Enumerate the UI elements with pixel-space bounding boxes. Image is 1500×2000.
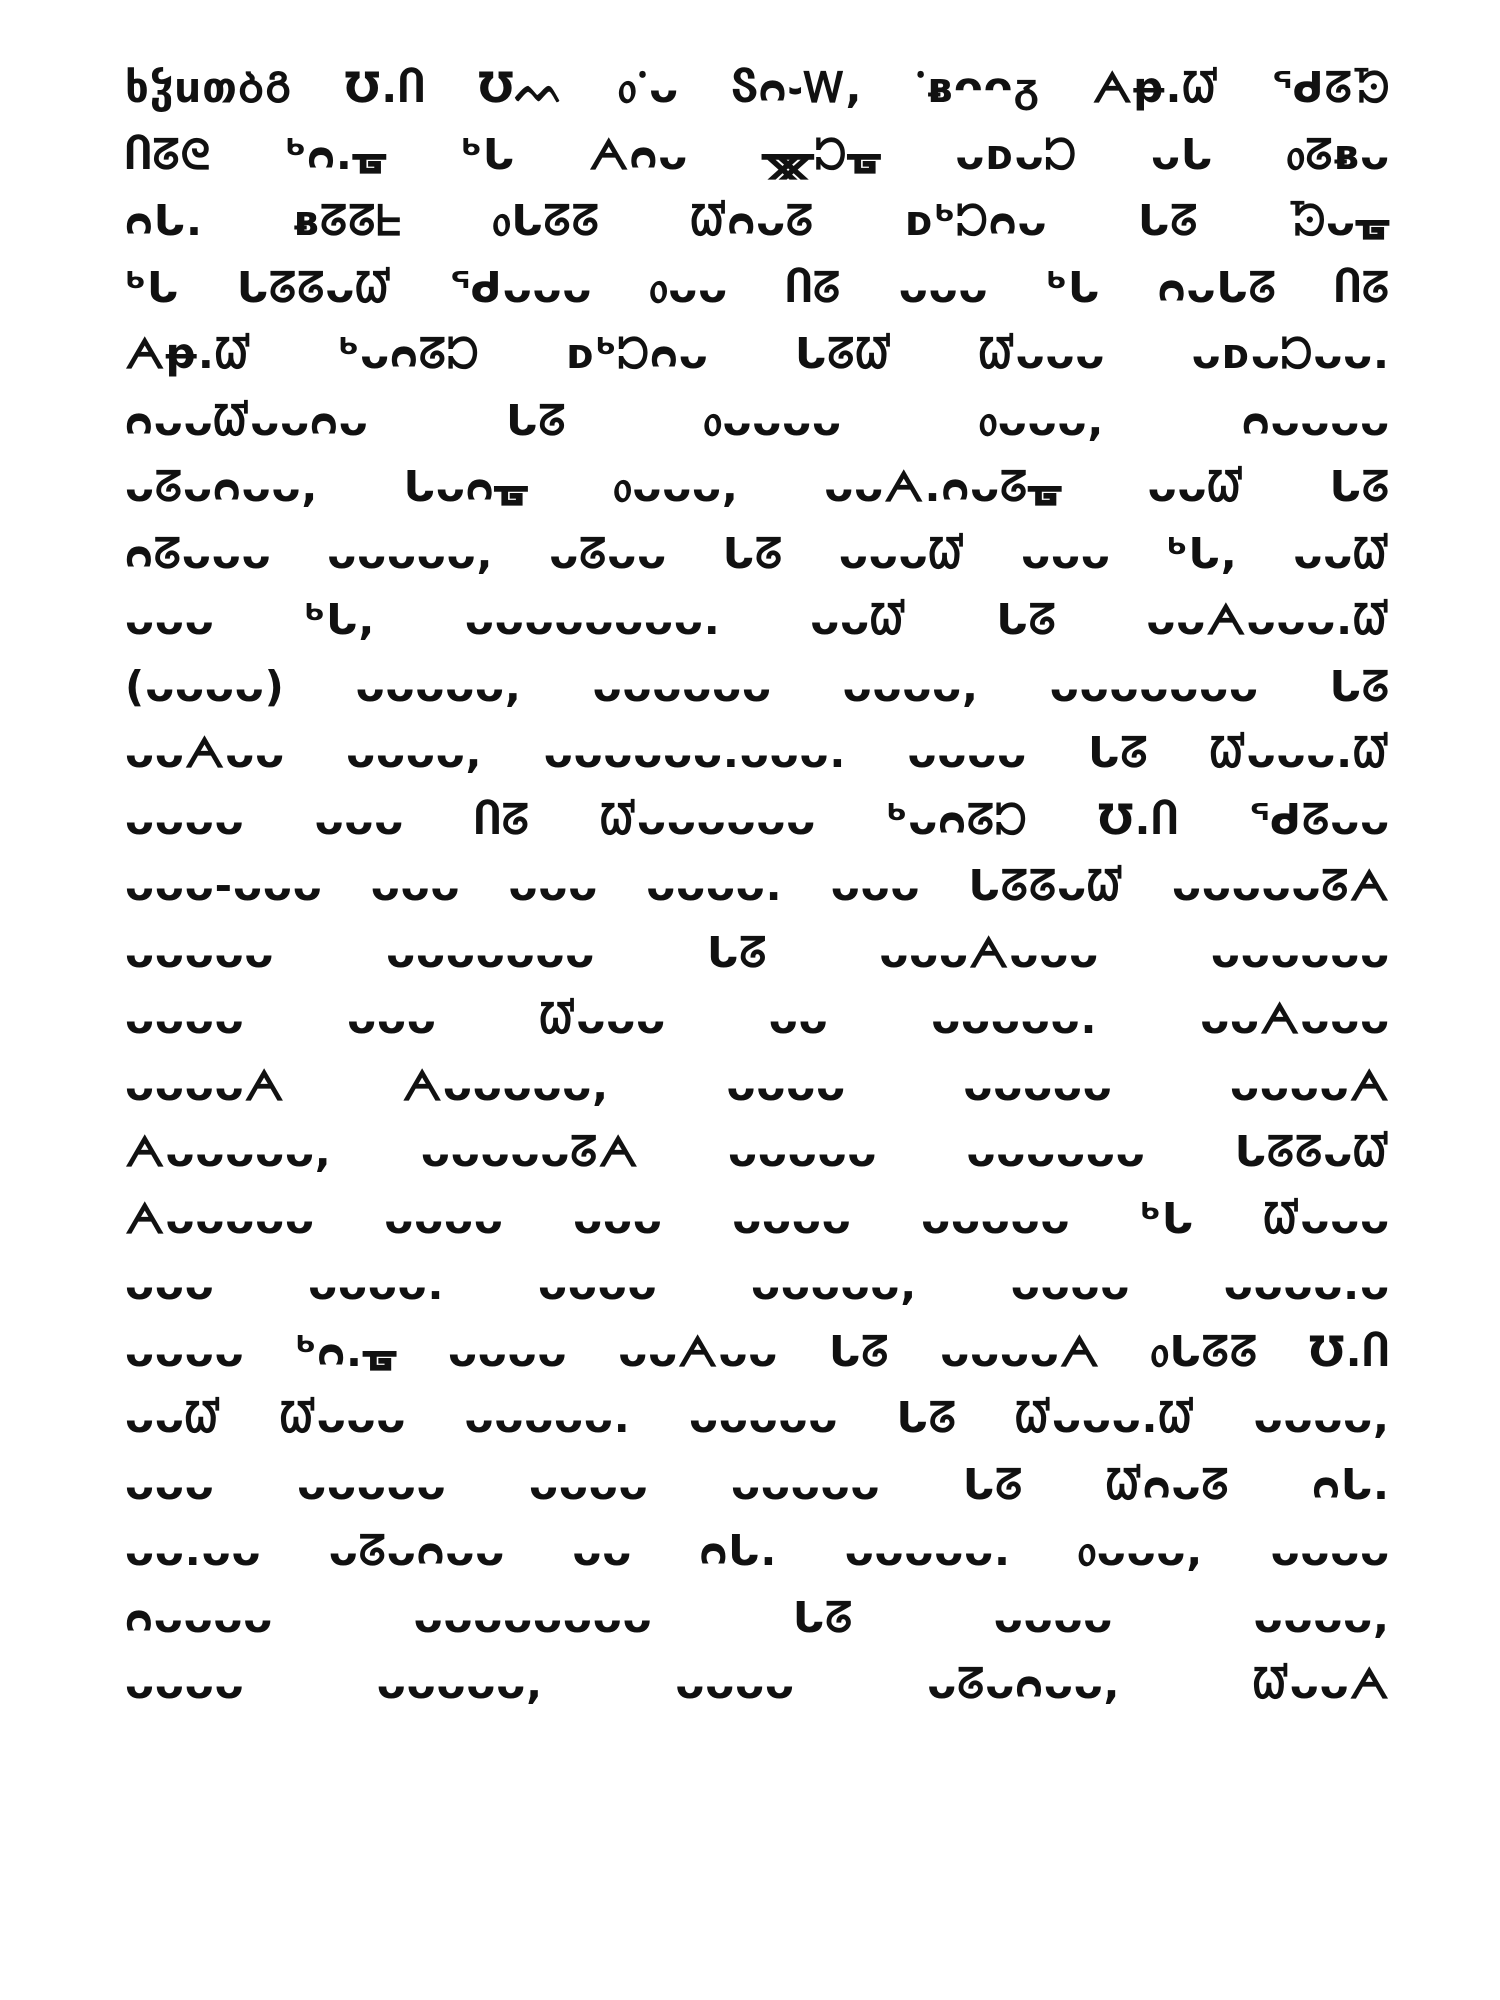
text-line: Ⴖᘔᘓ ᒃᴒ.ᚗ ᒃᒐ ᗅᴒᴗ ᚘᘰᚗ ᴗᴅᴗᘰ ᴗᒐ ᥆ᘔᴃᴗ (125, 129, 1390, 179)
text-line: ᗅᵽ.ᘺ ᒃᴗᴒᘔᘰ ᴅᒃᘰᴒᴗ ᒐᘔᘺ ᘺᴗᴗᴗ ᴗᴅᴗᘰᴗᴗ. (125, 329, 1390, 378)
text-line: (ᴗᴗᴗᴗ) ᴗᴗᴗᴗᴗ, ᴗᴗᴗᴗᴗᴗ ᴗᴗᴗᴗ, ᴗᴗᴗᴗᴗᴗᴗ ᒐᘔ (125, 661, 1390, 711)
text-line: ᗅᴗᴗᴗᴗᴗ, ᴗᴗᴗᴗᴗᘔᗅ ᴗᴗᴗᴗᴗ ᴗᴗᴗᴗᴗᴗ ᒐᘔᘔᴗᘺ (125, 1127, 1390, 1176)
text-line: ᒃᒐ ᒐᘔᘔᴗᘺ ᖁᴗᴗᴗ ᥆ᴗᴗ Ⴖᘔ ᴗᴗᴗ ᒃᒐ ᴒᴗᒐᘔ Ⴖᘔ (125, 262, 1390, 312)
text-line: ᴗᴗᴗᴗᴗ ᴗᴗᴗᴗᴗᴗᴗ ᒐᘔ ᴗᴗᴗᗅᴗᴗᴗ ᴗᴗᴗᴗᴗᴗ (125, 927, 1390, 977)
text-line: ᴗᴗᴗᴗ ᒃᴒ.ᚗ ᴗᴗᴗᴗ ᴗᴗᗅᴗᴗ ᒐᘔ ᴗᴗᴗᴗᗅ ᥆ᒐᘔᘔ ℧.Ⴖ (125, 1326, 1390, 1376)
text-line: ᴗᴗᴗᴗᗅ ᗅᴗᴗᴗᴗᴗ, ᴗᴗᴗᴗ ᴗᴗᴗᴗᴗ ᴗᴗᴗᴗᗅ (125, 1060, 1390, 1110)
text-line: ხჴսთᲑᲒ ℧.Ⴖ ℧ᨓ ᥆ᱸᴗ Ⴝᴒ֊Ꮃ, ᱸᴃᴖᴖᵹ ᗅᵽ.ᘺ ᖁᘔᘸ (125, 63, 1390, 112)
text-line: ᴗᴗᴗᴗ ᴗᴗᴗ Ⴖᘔ ᘺᴗᴗᴗᴗᴗᴗ ᒃᴗᴒᘔᘰ ℧.Ⴖ ᖁᘔᴗᴗ (125, 794, 1390, 844)
text-line: ᗅᴗᴗᴗᴗᴗ ᴗᴗᴗᴗ ᴗᴗᴗ ᴗᴗᴗᴗ ᴗᴗᴗᴗᴗ ᒃᒐ ᘺᴗᴗᴗ (125, 1193, 1390, 1243)
text-line: ᴗᴗᴗ ᒃᒐ, ᴗᴗᴗᴗᴗᴗᴗᴗ. ᴗᴗᘺ ᒐᘔ ᴗᴗᗅᴗᴗᴗ.ᘺ (125, 595, 1390, 644)
text-line: ᴗᘔᴗᴒᴗᴗ, ᒐᴗᴒᚗ ᥆ᴗᴗᴗ, ᴗᴗᗅ.ᴒᴗᘔᚗ ᴗᴗᘺ ᒐᘔ (125, 462, 1390, 511)
text-line: ᴗᴗᗅᴗᴗ ᴗᴗᴗᴗ, ᴗᴗᴗᴗᴗᴗ.ᴗᴗᴗ. ᴗᴗᴗᴗ ᒐᘔ ᘺᴗᴗᴗ.ᘺ (125, 728, 1390, 777)
text-line: ᴗᴗᘺ ᘺᴗᴗᴗ ᴗᴗᴗᴗᴗ. ᴗᴗᴗᴗᴗ ᒐᘔ ᘺᴗᴗᴗ.ᘺ ᴗᴗᴗᴗ, (125, 1393, 1390, 1442)
text-line: ᴗᴗᴗᴗ ᴗᴗᴗ ᘺᴗᴗᴗ ᴗᴗ ᴗᴗᴗᴗᴗ. ᴗᴗᗅᴗᴗᴗ (125, 994, 1390, 1043)
text-line: ᴗᴗᴗ ᴗᴗᴗᴗᴗ ᴗᴗᴗᴗ ᴗᴗᴗᴗᴗ ᒐᘔ ᘺᴒᴗᘔ ᴒᒐ. (125, 1459, 1390, 1509)
text-line: ᴒᴗᴗᴗᴗ ᴗᴗᴗᴗᴗᴗᴗᴗ ᒐᘔ ᴗᴗᴗᴗ ᴗᴗᴗᴗ, (125, 1592, 1390, 1642)
body-text (125, 55, 1390, 1718)
text-line: ᴗᴗᴗᴗ ᴗᴗᴗᴗᴗ, ᴗᴗᴗᴗ ᴗᘔᴗᴒᴗᴗ, ᘺᴗᴗᗅ (125, 1659, 1390, 1708)
text-line: ᴗᴗᴗ-ᴗᴗᴗ ᴗᴗᴗ ᴗᴗᴗ ᴗᴗᴗᴗ. ᴗᴗᴗ ᒐᘔᘔᴗᘺ ᴗᴗᴗᴗᴗᘔᗅ (125, 861, 1390, 910)
text-line: ᴒᴗᴗᘺᴗᴗᴒᴗ ᒐᘔ ᥆ᴗᴗᴗᴗ ᥆ᴗᴗᴗ, ᴒᴗᴗᴗᴗ (125, 395, 1390, 445)
text-line: ᴒᒐ. ᴃᘔᘔᖶ ᥆ᒐᘔᘔ ᘺᴒᴗᘔ ᴅᒃᘰᴒᴗ ᒐᘔ ᘸᴗᚗ (125, 196, 1390, 245)
text-line: ᴗᴗᴗ ᴗᴗᴗᴗ. ᴗᴗᴗᴗ ᴗᴗᴗᴗᴗ, ᴗᴗᴗᴗ ᴗᴗᴗᴗ.ᴗ (125, 1260, 1390, 1309)
text-line: ᴗᴗ.ᴗᴗ ᴗᘔᴗᴒᴗᴗ ᴗᴗ ᴒᒐ. ᴗᴗᴗᴗᴗ. ᥆ᴗᴗᴗ, ᴗᴗᴗᴗ (125, 1526, 1390, 1575)
text-line: ᴒᘔᴗᴗᴗ ᴗᴗᴗᴗᴗ, ᴗᘔᴗᴗ ᒐᘔ ᴗᴗᴗᘺ ᴗᴗᴗ ᒃᒐ, ᴗᴗᘺ (125, 528, 1390, 578)
